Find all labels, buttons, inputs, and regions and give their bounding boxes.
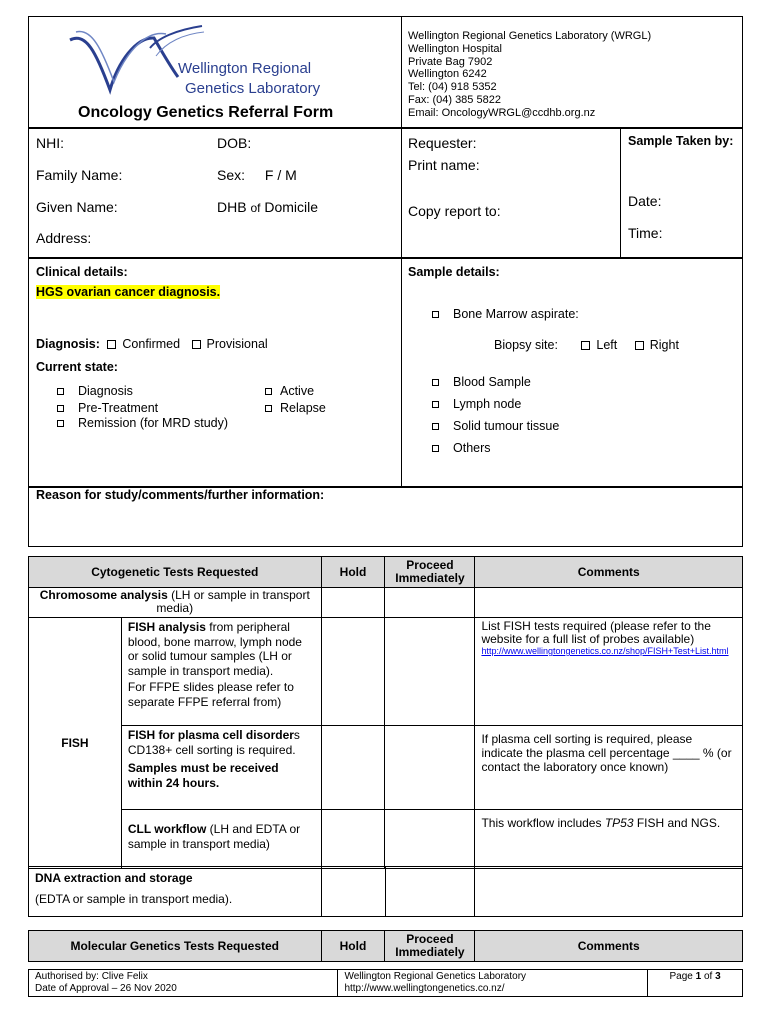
state-diagnosis-label: Diagnosis xyxy=(78,384,133,398)
patient-divider xyxy=(401,128,402,258)
dhb-label xyxy=(217,199,318,215)
chromosome-comment-cell[interactable] xyxy=(475,588,743,618)
cll-bold: CLL workflow xyxy=(127,822,207,836)
blood-sample-checkbox[interactable] xyxy=(432,379,439,386)
sample-item xyxy=(432,419,559,433)
fish2-proceed-cell[interactable] xyxy=(385,726,475,810)
lab-address xyxy=(408,30,651,120)
footer-page-cell xyxy=(648,970,743,997)
cyto-header-tests: Cytogenetic Tests Requested xyxy=(29,557,322,588)
cyto-header-hold: Hold xyxy=(321,557,385,588)
fish1-cell xyxy=(121,618,321,726)
footer-lab: Wellington Regional Genetics Laboratory xyxy=(344,971,527,982)
cll-proceed-cell[interactable] xyxy=(385,810,475,869)
fish1-bold: FISH analysis xyxy=(127,620,206,634)
bone-marrow-item xyxy=(432,307,579,321)
table-row xyxy=(29,618,743,726)
cll-comment-italic: TP53 xyxy=(604,816,634,830)
fish2-hold-cell[interactable] xyxy=(321,726,385,810)
chromosome-cell xyxy=(29,588,322,618)
dna-table xyxy=(28,866,743,917)
dhb-suffix: Domicile xyxy=(264,199,319,215)
state-relapse-checkbox[interactable] xyxy=(265,405,272,412)
footer-approval: Date of Approval – 26 Nov 2020 xyxy=(35,983,177,994)
cll-comment-b: FISH and NGS. xyxy=(633,816,721,830)
dna-hold-cell[interactable] xyxy=(321,867,385,917)
lymph-node-checkbox[interactable] xyxy=(432,401,439,408)
address-line: Tel: (04) 918 5352 xyxy=(408,81,497,94)
address-label: Address: xyxy=(36,230,92,246)
others-checkbox[interactable] xyxy=(432,445,439,452)
form-title: Oncology Genetics Referral Form xyxy=(78,104,334,121)
state-pretreatment-label: Pre-Treatment xyxy=(78,401,159,415)
molecular-table xyxy=(28,930,743,962)
page-total: 3 xyxy=(715,971,721,982)
table-row xyxy=(29,588,743,618)
biopsy-site-row xyxy=(494,338,679,352)
fish1-link[interactable]: http://www.wellingtongenetics.co.nz/shop/FISH+Test+List.html xyxy=(481,646,729,656)
provisional-checkbox[interactable] xyxy=(192,340,201,349)
diagnosis-label: Diagnosis: xyxy=(36,337,100,351)
dna-cell xyxy=(29,867,322,917)
dhb-prefix: DHB xyxy=(217,199,247,215)
reason-title: Reason for study/comments/further information: xyxy=(36,488,325,502)
blood-sample-label: Blood Sample xyxy=(453,375,531,389)
solid-tumour-checkbox[interactable] xyxy=(432,423,439,430)
mol-header-hold: Hold xyxy=(321,931,385,962)
current-state-title: Current state: xyxy=(36,360,118,374)
mol-header-proceed: Proceed Immediately xyxy=(385,931,475,962)
sample-item xyxy=(432,375,531,389)
cll-comment-a: This workflow includes xyxy=(481,816,605,830)
chromosome-hold-cell[interactable] xyxy=(321,588,385,618)
fish-label-cell: FISH xyxy=(29,618,122,869)
table-row xyxy=(29,726,743,810)
address-line: Email: OncologyWRGL@ccdhb.org.nz xyxy=(408,106,596,119)
state-diagnosis xyxy=(57,384,133,398)
dna-proceed-cell[interactable] xyxy=(385,867,475,917)
bone-marrow-label: Bone Marrow aspirate: xyxy=(453,307,579,321)
address-line: Wellington 6242 xyxy=(408,68,487,81)
sample-taken-title: Sample Taken by: xyxy=(628,134,734,148)
fish1-comment-cell xyxy=(475,618,743,726)
dna-sub: (EDTA or sample in transport media). xyxy=(35,892,233,906)
clinical-highlight xyxy=(36,285,220,299)
sex-text: Sex: xyxy=(217,167,246,183)
confirmed-label: Confirmed xyxy=(122,337,181,351)
cll-rest: (LH and EDTA or sample in transport media) xyxy=(127,822,301,851)
fish2-bold-a: FISH for plasma cell disorder xyxy=(127,728,294,742)
state-remission-label: Remission (for MRD study) xyxy=(78,416,229,430)
sample-time-label: Time: xyxy=(628,225,663,241)
footer-table xyxy=(28,969,743,997)
lymph-node-label: Lymph node xyxy=(453,397,522,411)
dhb-of: of xyxy=(250,201,261,215)
others-label: Others xyxy=(453,441,491,455)
header-divider xyxy=(401,16,402,128)
state-active-label: Active xyxy=(280,384,315,398)
right-checkbox[interactable] xyxy=(635,341,644,350)
requester-label: Requester: xyxy=(408,135,477,151)
biopsy-site-label: Biopsy site: xyxy=(494,338,558,352)
fish1-rest: from peripheral blood, bone marrow, lymph node or solid tumour samples (LH or sample in transport media). xyxy=(127,620,302,678)
cytogenetic-table xyxy=(28,556,743,869)
left-label: Left xyxy=(596,338,618,352)
footer-lab-cell xyxy=(338,970,648,997)
right-label: Right xyxy=(649,338,679,352)
cll-comment-cell xyxy=(475,810,743,869)
state-diagnosis-checkbox[interactable] xyxy=(57,388,64,395)
sample-item xyxy=(432,397,521,411)
state-remission xyxy=(57,416,228,430)
footer-authorised-cell xyxy=(29,970,338,997)
fish2-bold-b: Samples must be received within 24 hours. xyxy=(127,761,279,790)
chromosome-proceed-cell[interactable] xyxy=(385,588,475,618)
page-of: of xyxy=(703,971,713,982)
state-remission-checkbox[interactable] xyxy=(57,420,64,427)
address-line: Wellington Hospital xyxy=(408,42,502,55)
fish2-rest: s CD138+ cell sorting is required. xyxy=(127,728,300,757)
cyto-header-proceed: Proceed Immediately xyxy=(385,557,475,588)
state-active-checkbox[interactable] xyxy=(265,388,272,395)
state-relapse xyxy=(265,401,326,415)
mol-header-comments: Comments xyxy=(475,931,743,962)
sample-details-title: Sample details: xyxy=(408,265,500,279)
bone-marrow-checkbox[interactable] xyxy=(432,311,439,318)
nhi-label: NHI: xyxy=(36,135,64,151)
fish2-cell xyxy=(121,726,321,810)
given-name-label: Given Name: xyxy=(36,199,118,215)
address-line: Private Bag 7902 xyxy=(408,55,493,68)
fish2-comment-cell[interactable]: If plasma cell sorting is required, please indicate the plasma cell percentage ____ % (or contact the laboratory once known) xyxy=(475,726,743,810)
provisional-label: Provisional xyxy=(206,337,268,351)
diagnosis-row xyxy=(36,337,268,351)
state-pretreatment xyxy=(57,401,158,415)
confirmed-checkbox[interactable] xyxy=(107,340,116,349)
fish1-proceed-cell[interactable] xyxy=(385,618,475,726)
state-relapse-label: Relapse xyxy=(280,401,326,415)
cll-cell xyxy=(121,810,321,869)
logo-line-2: Genetics Laboratory xyxy=(185,80,321,97)
state-pretreatment-checkbox[interactable] xyxy=(57,405,64,412)
table-row xyxy=(29,867,743,917)
solid-tumour-label: Solid tumour tissue xyxy=(453,419,560,433)
mol-header-tests: Molecular Genetics Tests Requested xyxy=(29,931,322,962)
sample-taken-divider xyxy=(620,128,621,258)
dna-title: DNA extraction and storage xyxy=(35,871,193,885)
footer-url[interactable]: http://www.wellingtongenetics.co.nz/ xyxy=(344,983,505,994)
left-checkbox[interactable] xyxy=(581,341,590,350)
page-number: 1 xyxy=(695,971,702,982)
clinical-divider xyxy=(401,258,402,487)
sex-label xyxy=(217,167,297,183)
logo-line-1: Wellington Regional xyxy=(178,60,312,77)
address-line: Fax: (04) 385 5822 xyxy=(408,93,501,106)
cyto-header-comments: Comments xyxy=(475,557,743,588)
page-prefix: Page xyxy=(669,971,693,982)
sample-item xyxy=(432,441,491,455)
dna-comment-cell[interactable] xyxy=(475,867,743,917)
print-name-label: Print name: xyxy=(408,157,480,173)
dob-label: DOB: xyxy=(217,135,252,151)
clinical-title: Clinical details: xyxy=(36,265,128,279)
footer-authorised: Authorised by: Clive Felix xyxy=(35,971,148,982)
address-line: Wellington Regional Genetics Laboratory (WRGL) xyxy=(408,30,652,42)
state-active xyxy=(265,384,314,398)
fish1-comment: List FISH tests required (please refer to the website for a full list of probes available) xyxy=(481,619,711,646)
clinical-highlight-text: HGS ovarian cancer diagnosis. xyxy=(36,285,221,299)
table-row xyxy=(29,810,743,869)
cll-hold-cell[interactable] xyxy=(321,810,385,869)
chromosome-bold: Chromosome analysis xyxy=(39,588,168,602)
sex-options[interactable]: F / M xyxy=(264,167,297,183)
family-name-label: Family Name: xyxy=(36,167,123,183)
fish1-hold-cell[interactable] xyxy=(321,618,385,726)
copy-report-label: Copy report to: xyxy=(408,203,501,219)
fish1-ffpe: For FFPE slides please refer to separate FFPE referral from) xyxy=(127,680,294,709)
chromosome-rest: (LH or sample in transport media) xyxy=(156,588,310,615)
sample-date-label: Date: xyxy=(628,193,662,209)
